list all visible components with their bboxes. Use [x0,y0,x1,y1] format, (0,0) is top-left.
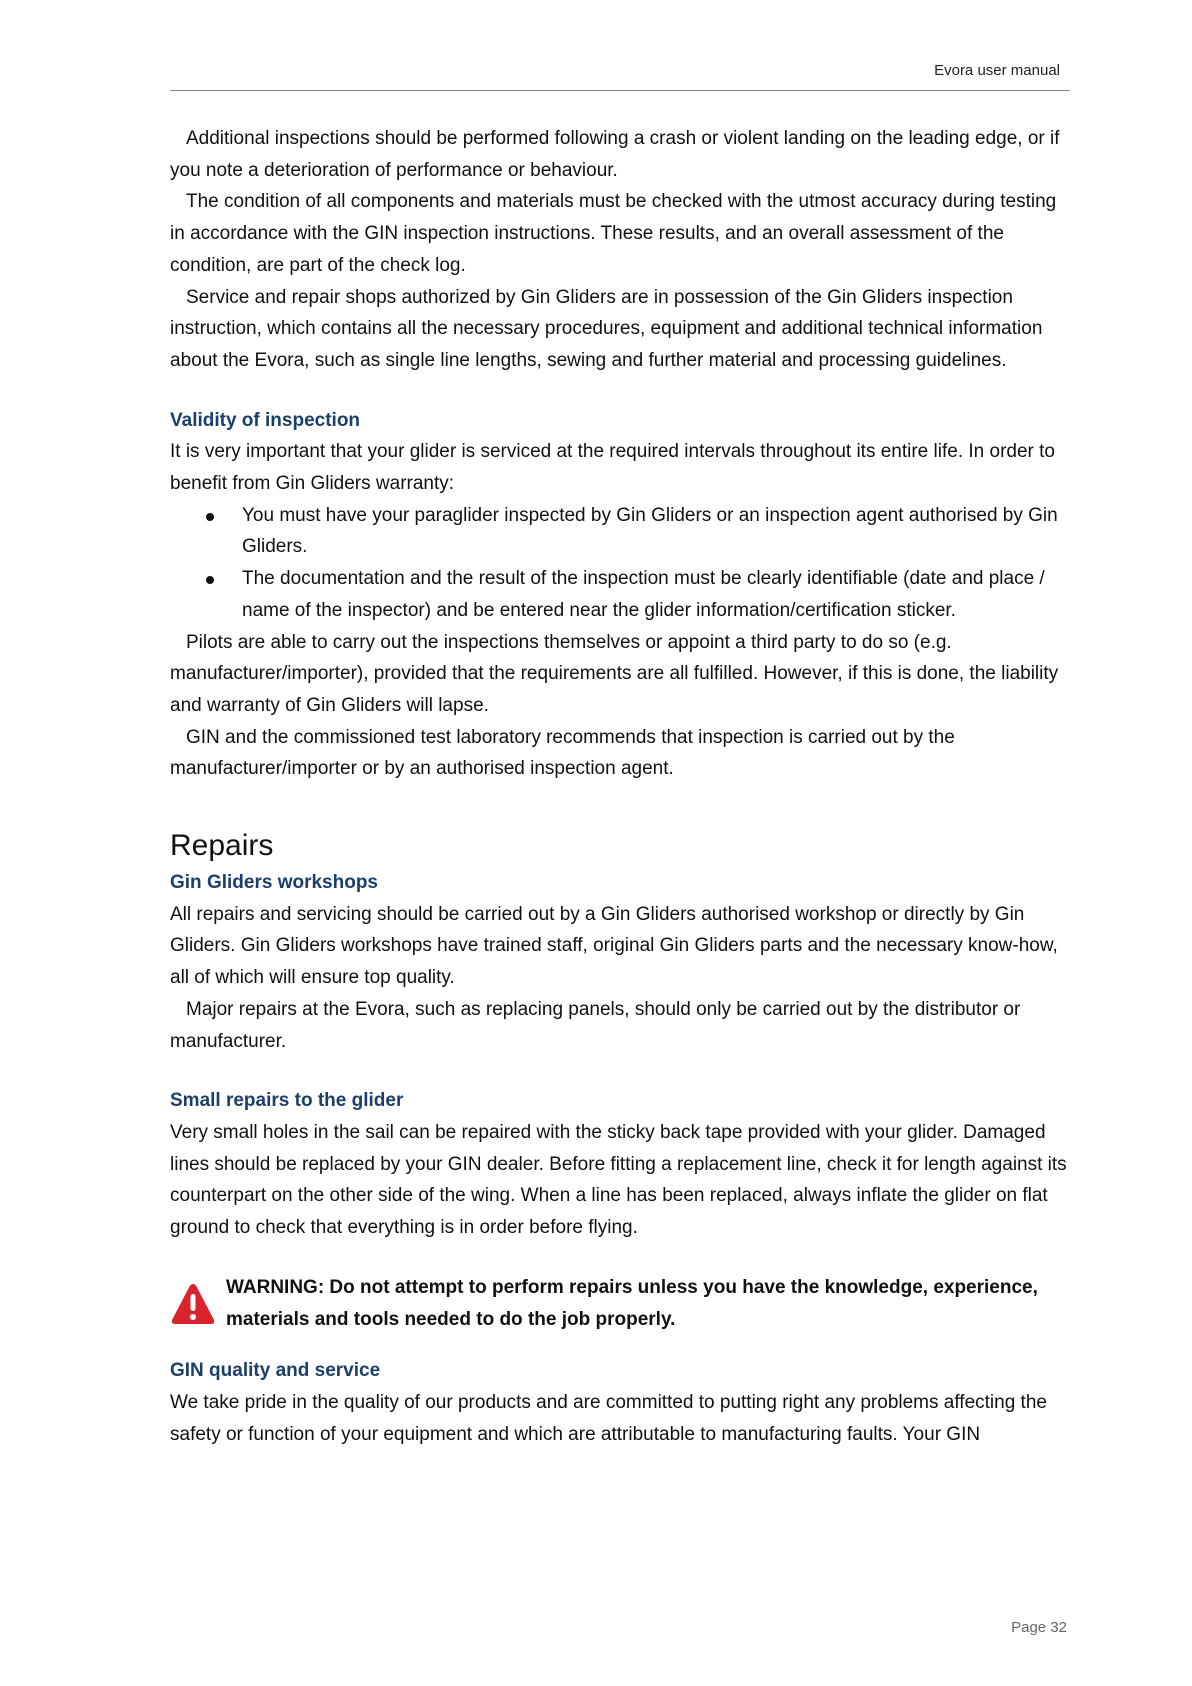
validity-paragraph: Pilots are able to carry out the inspections themselves or appoint a third party to do so (e.g. manufacturer/importer), provided that the requirements are all fulfilled. However, if this is done, the liability and warranty of Gin Gliders will lapse. [170,631,1059,716]
quality-paragraph: We take pride in the quality of our products and are committed to putting right any problems affecting the safety or function of your equipment and which are attributable to manufacturing faults. Your GIN [170,1391,1047,1445]
workshops-heading: Gin Gliders workshops [170,872,378,894]
spacer [170,785,1070,825]
validity-paragraph: GIN and the commissioned test laboratory recommends that inspection is carried out by the manufacturer/importer or by an authorised inspection agent. [170,726,955,780]
small-repairs-paragraph: Very small holes in the sail can be repaired with the sticky back tape provided with your glider. Damaged lines should be replaced by your GIN dealer. Before fitting a replacement line, check it for length against its counterpart on the other side of the wing. When a line has been replaced, always inflate the glider on flat ground to check that everything is in order before flying. [170,1121,1067,1239]
page-header [170,60,1070,91]
validity-intro: It is very important that your glider is serviced at the required intervals throughout its entire life. In order to benefit from Gin Gliders warranty: [170,441,1055,495]
bullet-icon [206,513,214,521]
bullet-icon [206,576,214,584]
intro-paragraph: Additional inspections should be performed following a crash or violent landing on the leading edge, or if you note a deterioration of performance or behaviour. [170,128,1060,181]
warning-text: WARNING: Do not attempt to perform repairs unless you have the knowledge, experience, materials and tools needed to do the job properly. [226,1276,1038,1330]
list-item-text: The documentation and the result of the inspection must be clearly identifiable (date and place / name of the inspector) and be entered near the glider information/certification sticker. [242,568,1045,621]
warning-box [170,1272,1070,1335]
repairs-title: Repairs [170,829,274,863]
workshops-paragraph: Major repairs at the Evora, such as replacing panels, should only be carried out by the distributor or manufacturer. [170,998,1021,1052]
workshops-paragraph: All repairs and servicing should be carried out by a Gin Gliders authorised workshop or directly by Gin Gliders. Gin Gliders workshops have trained staff, original Gin Gliders parts and the necessary know-how, all of which will ensure top quality. [170,903,1058,989]
list-item [242,500,1070,563]
spacer [170,1057,1070,1085]
spacer [170,377,1070,405]
page-content [170,123,1070,1450]
page-number: Page 32 [1011,1619,1067,1636]
warning-icon [170,1282,216,1326]
small-repairs-heading: Small repairs to the glider [170,1090,404,1112]
list-item-text: You must have your paraglider inspected by Gin Gliders or an inspection agent authorised by Gin Gliders. [242,504,1058,558]
intro-paragraph: Service and repair shops authorized by Gin Gliders are in possession of the Gin Gliders inspection instruction, which contains all the necessary procedures, equipment and additional technical information about the Evora, such as single line lengths, sewing and further material and processing guidelines. [170,286,1043,371]
intro-paragraph: The condition of all components and materials must be checked with the utmost accuracy during testing in accordance with the GIN inspection instructions. These results, and an overall assessment of the condition, are part of the check log. [170,191,1057,276]
list-item [242,563,1070,626]
quality-heading: GIN quality and service [170,1360,381,1382]
spacer [170,1335,1070,1355]
header-title: Evora user manual [934,62,1060,79]
spacer [170,1244,1070,1272]
validity-heading: Validity of inspection [170,409,361,431]
validity-bullet-list [170,500,1070,627]
